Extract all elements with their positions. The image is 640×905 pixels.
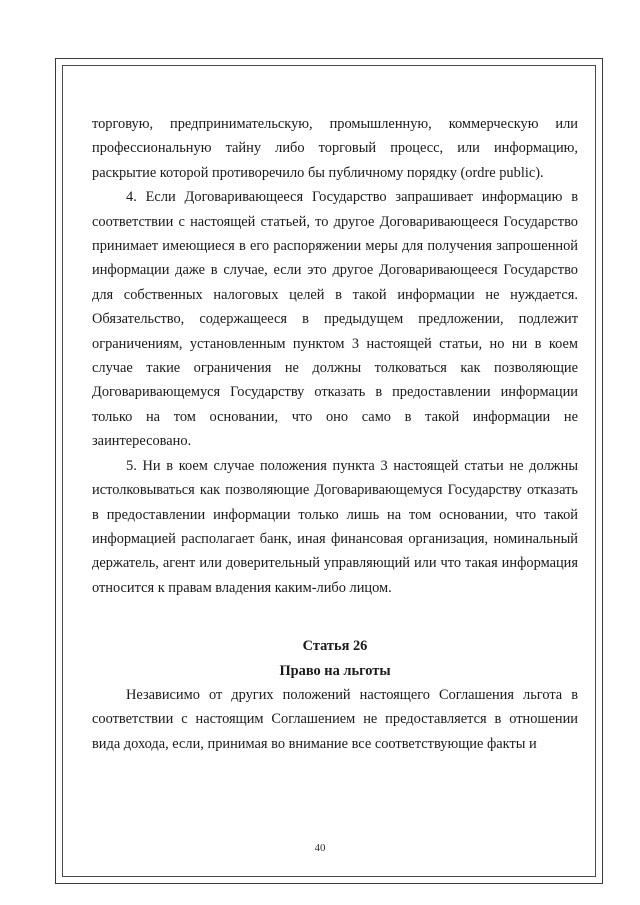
paragraph-5: 5. Ни в коем случае положения пункта 3 настоящей статьи не должны истолковываться как позволяющие Договаривающемуся Государству отказать в предоставлении информации только лишь на том основании, что такой информацией располагает банк, иная финансовая организация, номинальный держатель, агент или доверительный управляющий или что такая информация относится к правам владения каким-либо лицом. <box>92 457 578 596</box>
paragraph-continuation: торговую, предпринимательскую, промышленную, коммерческую или профессиональную тайну либо торговый процесс, или информацию, раскрытие которой противоречило бы публичному порядку (ordre public). <box>92 116 578 181</box>
section-spacer <box>92 600 578 634</box>
article-text: Независимо от других положений настоящего Соглашения льгота в соответствии с настоящим Соглашением не предоставляется в отношении вида дохода, если, принимая во внимание все соответствующие факты и <box>92 686 578 752</box>
paragraph-4: 4. Если Договаривающееся Государство запрашивает информацию в соответствии с настоящей статьей, то другое Договаривающееся Государство принимает имеющиеся в его распоряжении меры для получения запрошенной информации даже в случае, если это другое Договаривающееся Государство для собственных налоговых целей в такой информации не нуждается. Обязательство, содержащееся в предыдущем предложении, подлежит ограничениям, установленным пунктом 3 настоящей статьи, но ни в коем случае такие ограничения не должны толковаться как позволяющие Договаривающемуся Государству отказать в предоставлении информации только на том основании, что оно само в такой информации не заинтересовано. <box>92 189 578 450</box>
article-number: Статья 26 <box>302 638 368 655</box>
page-number: 40 <box>314 842 326 854</box>
document-body <box>92 112 578 756</box>
article-title: Право на льготы <box>279 662 391 679</box>
